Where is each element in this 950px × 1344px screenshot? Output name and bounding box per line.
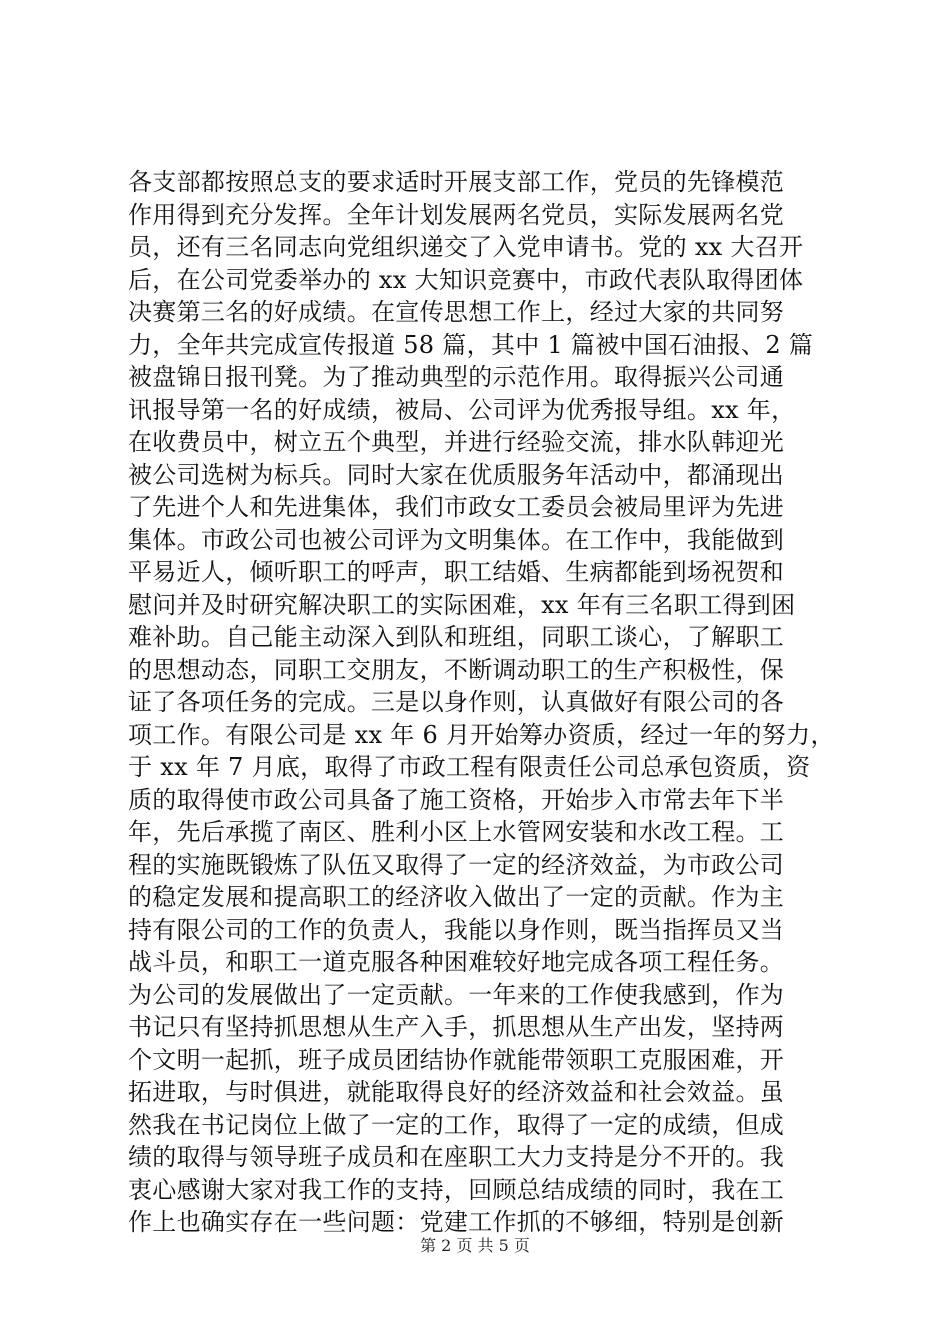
text-line: 员，还有三名同志向党组织递交了入党申请书。党的 xx 大召开 — [128, 233, 804, 261]
text-line: 战斗员，和职工一道克服各种困难较好地完成各项工程任务。 — [128, 948, 785, 976]
text-line: 质的取得使市政公司具备了施工资格，开始步入市常去年下半 — [128, 785, 785, 814]
text-line: 的稳定发展和提高职工的经济收入做出了一定的贡献。作为主 — [128, 883, 785, 911]
text-line: 力，全年共完成宣传报道 58 篇，其中 1 篇被中国石油报、2 篇 — [128, 330, 814, 359]
text-line: 讯报导第一名的好成绩，被局、公司评为优秀报导组。xx 年， — [128, 395, 796, 424]
text-line: 在收费员中，树立五个典型，并进行经验交流，排水队韩迎光 — [128, 428, 785, 456]
text-line: 衷心感谢大家对我工作的支持，回顾总结成绩的同时，我在工 — [128, 1175, 785, 1204]
text-line: 拓进取，与时俱进，就能取得良好的经济效益和社会效益。虽 — [128, 1078, 785, 1106]
text-line: 然我在书记岗位上做了一定的工作，取得了一定的成绩，但成 — [128, 1110, 785, 1139]
text-line: 年，先后承揽了南区、胜利小区上水管网安装和水改工程。工 — [128, 818, 785, 846]
text-line: 被盘锦日报刊凳。为了推动典型的示范作用。取得振兴公司通 — [128, 363, 785, 391]
text-line: 慰问并及时研究解决职工的实际困难，xx 年有三名职工得到困 — [128, 590, 796, 619]
text-line: 后，在公司党委举办的 xx 大知识竞赛中，市政代表队取得团体 — [128, 265, 804, 294]
text-line: 持有限公司的工作的负责人，我能以身作则，既当指挥员又当 — [128, 915, 785, 944]
body-text — [128, 166, 838, 1239]
text-line: 书记只有坚持抓思想从生产入手，抓思想从生产出发，坚持两 — [128, 1013, 785, 1041]
text-line: 个文明一起抓，班子成员团结协作就能带领职工克服困难，开 — [128, 1045, 785, 1074]
text-line: 难补助。自己能主动深入到队和班组，同职工谈心，了解职工 — [128, 623, 785, 651]
text-line: 集体。市政公司也被公司评为文明集体。在工作中，我能做到 — [128, 525, 785, 554]
text-line: 被公司选树为标兵。同时大家在优质服务年活动中，都涌现出 — [128, 460, 785, 489]
text-line: 了先进个人和先进集体，我们市政女工委员会被局里评为先进 — [128, 493, 785, 521]
page-number-footer: 第 2 页 共 5 页 — [420, 1236, 530, 1255]
text-line: 为公司的发展做出了一定贡献。一年来的工作使我感到，作为 — [128, 980, 785, 1009]
text-line: 决赛第三名的好成绩。在宣传思想工作上，经过大家的共同努 — [128, 298, 785, 326]
text-line: 的思想动态，同职工交朋友，不断调动职工的生产积极性，保 — [128, 655, 785, 684]
text-line: 绩的取得与领导班子成员和在座职工大力支持是分不开的。我 — [128, 1143, 785, 1171]
text-line: 作用得到充分发挥。全年计划发展两名党员，实际发展两名党 — [128, 200, 785, 229]
text-line: 于 xx 年 7 月底，取得了市政工程有限责任公司总承包资质，资 — [128, 753, 811, 781]
text-line: 程的实施既锻炼了队伍又取得了一定的经济效益，为市政公司 — [128, 850, 785, 879]
text-line: 各支部都按照总支的要求适时开展支部工作，党员的先锋模范 — [128, 168, 785, 196]
text-line: 证了各项任务的完成。三是以身作则，认真做好有限公司的各 — [128, 688, 785, 716]
text-line: 作上也确实存在一些问题：党建工作抓的不够细，特别是创新 — [128, 1208, 785, 1236]
text-line: 项工作。有限公司是 xx 年 6 月开始筹办资质，经过一年的努力， — [128, 720, 835, 749]
text-line: 平易近人，倾听职工的呼声，职工结婚、生病都能到场祝贺和 — [128, 558, 785, 586]
